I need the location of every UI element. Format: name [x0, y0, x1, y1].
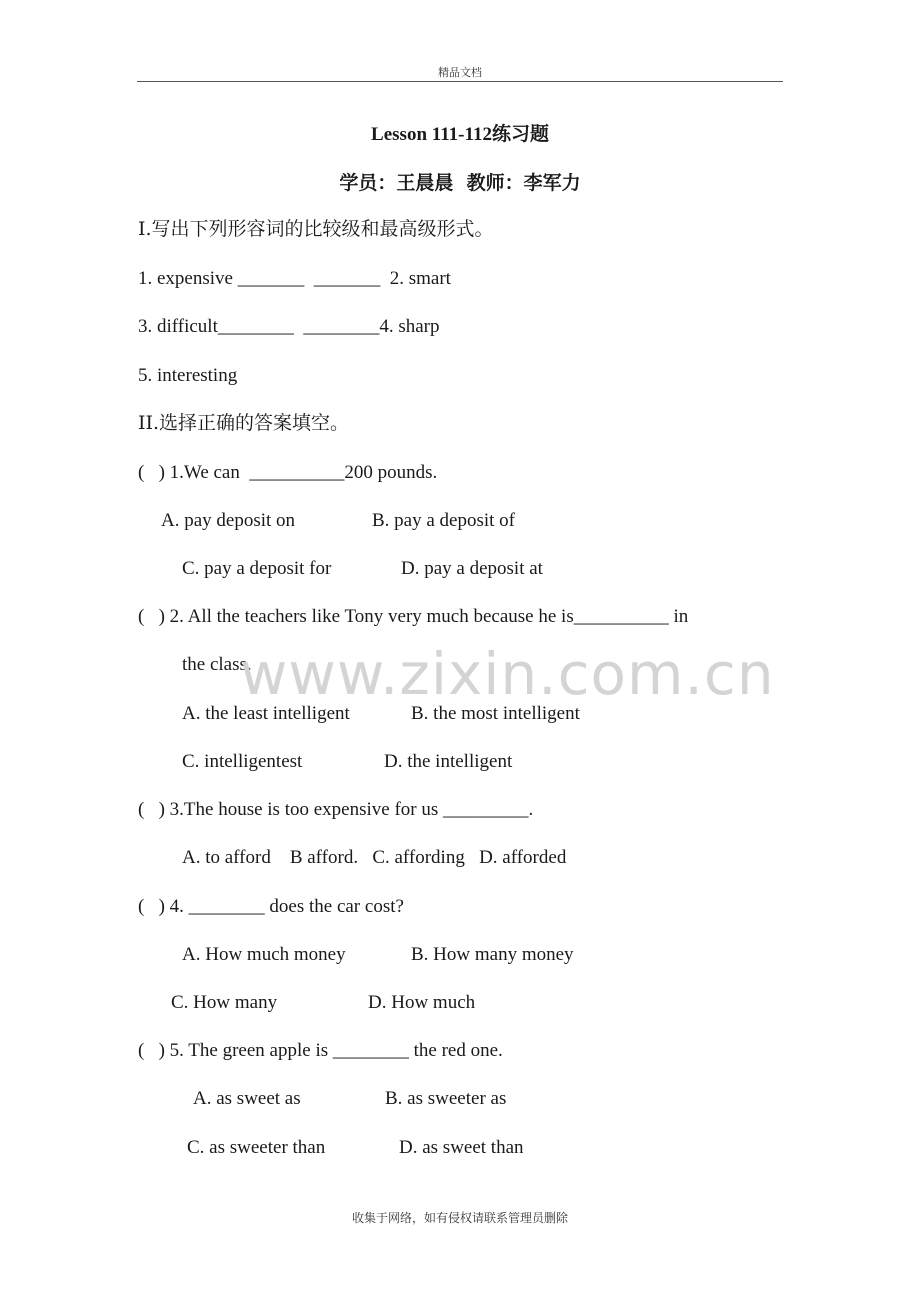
question-5-option-b: B. as sweeter as — [385, 1088, 507, 1109]
page-header: 精品文档 — [438, 66, 482, 79]
question-1-stem: ( ) 1.We can __________200 pounds. — [138, 462, 438, 483]
question-3-stem: ( ) 3.The house is too expensive for us _________. — [138, 799, 534, 820]
question-2-option-a: A. the least intelligent — [182, 703, 350, 724]
question-3-options: A. to afford B afford. C. affording D. afforded — [182, 847, 567, 868]
question-4-option-c: C. How many — [171, 992, 278, 1013]
question-5-option-c: C. as sweeter than — [187, 1137, 326, 1158]
section1-line-2: 3. difficult________ ________4. sharp — [138, 316, 440, 337]
section1-line-3: 5. interesting — [138, 365, 238, 386]
question-2-option-c: C. intelligentest — [182, 751, 303, 772]
watermark: www.zixin.com.cn — [240, 640, 775, 708]
question-1-option-a: A. pay deposit on — [161, 510, 296, 531]
question-4-option-d: D. How much — [368, 992, 476, 1013]
page-footer: 收集于网络，如有侵权请联系管理员删除 — [351, 1211, 568, 1225]
question-1-option-b: B. pay a deposit of — [372, 510, 516, 531]
section1-heading: I.写出下列形容词的比较级和最高级形式。 — [138, 218, 494, 240]
section1-line-1: 1. expensive _______ _______ 2. smart — [138, 268, 451, 289]
question-4-option-a: A. How much money — [182, 944, 346, 965]
question-4-option-b: B. How many money — [411, 944, 574, 965]
question-1-option-c: C. pay a deposit for — [182, 558, 332, 579]
question-2-option-b: B. the most intelligent — [411, 703, 580, 724]
question-4-stem: ( ) 4. ________ does the car cost? — [138, 896, 404, 917]
question-5-option-d: D. as sweet than — [399, 1137, 524, 1158]
question-5-option-a: A. as sweet as — [193, 1088, 301, 1109]
document-subtitle: 学员：王晨晨 教师：李军力 — [339, 172, 581, 194]
question-1-option-d: D. pay a deposit at — [401, 558, 543, 579]
section2-heading: II.选择正确的答案填空。 — [138, 412, 350, 434]
question-2-stem-continued: the class. — [182, 654, 252, 675]
question-2-option-d: D. the intelligent — [384, 751, 513, 772]
header-divider — [137, 81, 783, 82]
question-2-stem: ( ) 2. All the teachers like Tony very much because he is__________ in — [138, 606, 689, 627]
document-title: Lesson 111-112练习题 — [371, 124, 549, 145]
question-5-stem: ( ) 5. The green apple is ________ the red one. — [138, 1040, 503, 1061]
